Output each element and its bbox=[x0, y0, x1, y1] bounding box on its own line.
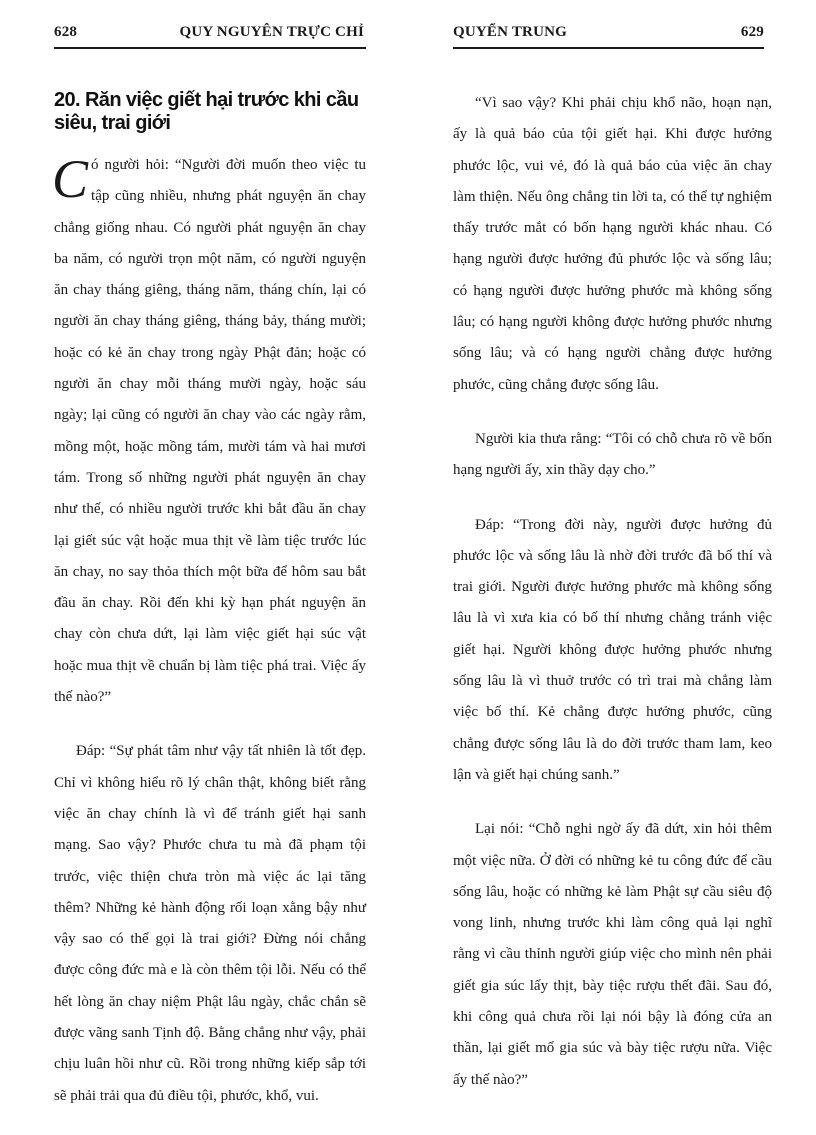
paragraph: “Vì sao vậy? Khi phải chịu khổ não, hoạn nạn, ấy là quả báo của tội giết hại. Khi được hưởng phước lộc, vui vẻ, đó là quả báo của việc ăn chay làm thiện. Nếu ông chẳng tin lời ta, có thể tự nghiệm thấy trước mắt có bốn hạng người khác nhau. Có hạng người được hưởng đủ phước lộc và sống lâu; có hạng người được hưởng phước mà không sống lâu; có hạng người không được hưởng phước nhưng sống lâu; và có hạng người chẳng được hưởng phước, cũng chẳng được sống lâu. bbox=[453, 95, 772, 393]
paragraph-text: ó người hỏi: “Người đời muốn theo việc tu tập cũng nhiều, nhưng phát nguyện ăn chay chẳng giống nhau. Có người phát nguyện ăn chay ba năm, có người trọn một năm, có người nguyện ăn chay tháng giêng, tháng năm, tháng chín, lại có người ăn chay tháng giêng, tháng bảy, tháng mười; hoặc có kẻ ăn chay trong ngày Phật đản; hoặc có người ăn chay mỗi tháng mười ngày, hoặc sáu ngày; lại cũng có người ăn chay vào các ngày rằm, mồng một, hoặc mồng tám, mười tám và hai mươi tám. Trong số những người phát nguyện ăn chay như thế, có nhiều người trước khi bắt đầu ăn chay lại giết súc vật hoặc mua thịt về làm tiệc trước lúc ăn chay, no say thỏa thích một bữa để hôm sau bắt đầu ăn chay. Rồi đến khi kỳ hạn phát nguyện ăn chay còn chưa dứt, lại làm việc giết hại súc vật hoặc mua thịt về chuẩn bị làm tiệc phá trai. Việc ấy thế nào?” bbox=[54, 157, 366, 706]
header-divider bbox=[453, 47, 764, 49]
paragraph: Lại nói: “Chỗ nghi ngờ ấy đã dứt, xin hỏi thêm một việc nữa. Ở đời có những kẻ tu công đức để cầu sống lâu, hoặc có những kẻ làm Phật sự cầu siêu độ vong linh, nhưng trước khi làm công quả lại nghĩ rằng vì cầu thỉnh người giúp việc cho mình nên phải giết gia súc lấy thịt, bày tiệc rượu thết đãi. Sau đó, khi công quả chưa rồi lại nói bậy là đóng cửa an thần, lại giết mổ gia súc và bày tiệc rượu nữa. Việc ấy thế nào?” bbox=[453, 821, 772, 1088]
header-divider bbox=[54, 47, 366, 49]
left-page bbox=[0, 0, 408, 1123]
drop-cap: C bbox=[52, 149, 89, 209]
body-column bbox=[453, 88, 772, 1119]
paragraph: Đáp: “Sự phát tâm như vậy tất nhiên là tốt đẹp. Chỉ vì không hiểu rõ lý chân thật, không biết rằng việc ăn chay chính là vì để tránh giết hại sanh mạng. Sao vậy? Phước chưa tu mà đã phạm tội trước, việc thiện chưa tròn mà việc ác lại tăng thêm? Những kẻ hành động rối loạn xằng bậy như vậy sao có thể gọi là trai giới? Đừng nói chẳng được công đức mà e là còn thêm tội lỗi. Nếu có thể hết lòng ăn chay niệm Phật lâu ngày, chắc chắn sẽ được vãng sanh Tịnh độ. Bằng chẳng như vậy, phải chịu luân hồi như cũ. Rồi trong những kiếp sắp tới sẽ phải trải qua đủ điều tội, phước, khổ, vui. bbox=[54, 743, 366, 1104]
section-title: 20. Răn việc giết hại trước khi cầu siêu, trai giới bbox=[54, 89, 359, 134]
running-title: QUYỂN TRUNG bbox=[453, 24, 568, 40]
body-column bbox=[54, 150, 366, 1135]
page-number: 629 bbox=[740, 24, 764, 40]
paragraph: Người kia thưa rằng: “Tôi có chỗ chưa rõ về bốn hạng người ấy, xin thầy dạy cho.” bbox=[453, 430, 772, 479]
paragraph bbox=[54, 150, 366, 713]
right-page bbox=[408, 0, 816, 1123]
running-title: QUY NGUYÊN TRỰC CHỈ bbox=[179, 24, 364, 40]
paragraph: Đáp: “Trong đời này, người được hưởng đủ phước lộc và sống lâu là nhờ đời trước đã bố thí và trai giới. Người được hưởng phước mà không sống lâu là vì xưa kia có bố thí nhưng chẳng tránh việc giết hại. Người không được hưởng phước nhưng sống lâu là vì thuở trước có trì trai mà chẳng làm việc bố thí. Kẻ chẳng được hưởng phước, cũng chẳng được sống lâu là do đời trước tham lam, keo lận và giết hại chúng sanh.” bbox=[453, 516, 772, 783]
page-number: 628 bbox=[54, 24, 78, 40]
